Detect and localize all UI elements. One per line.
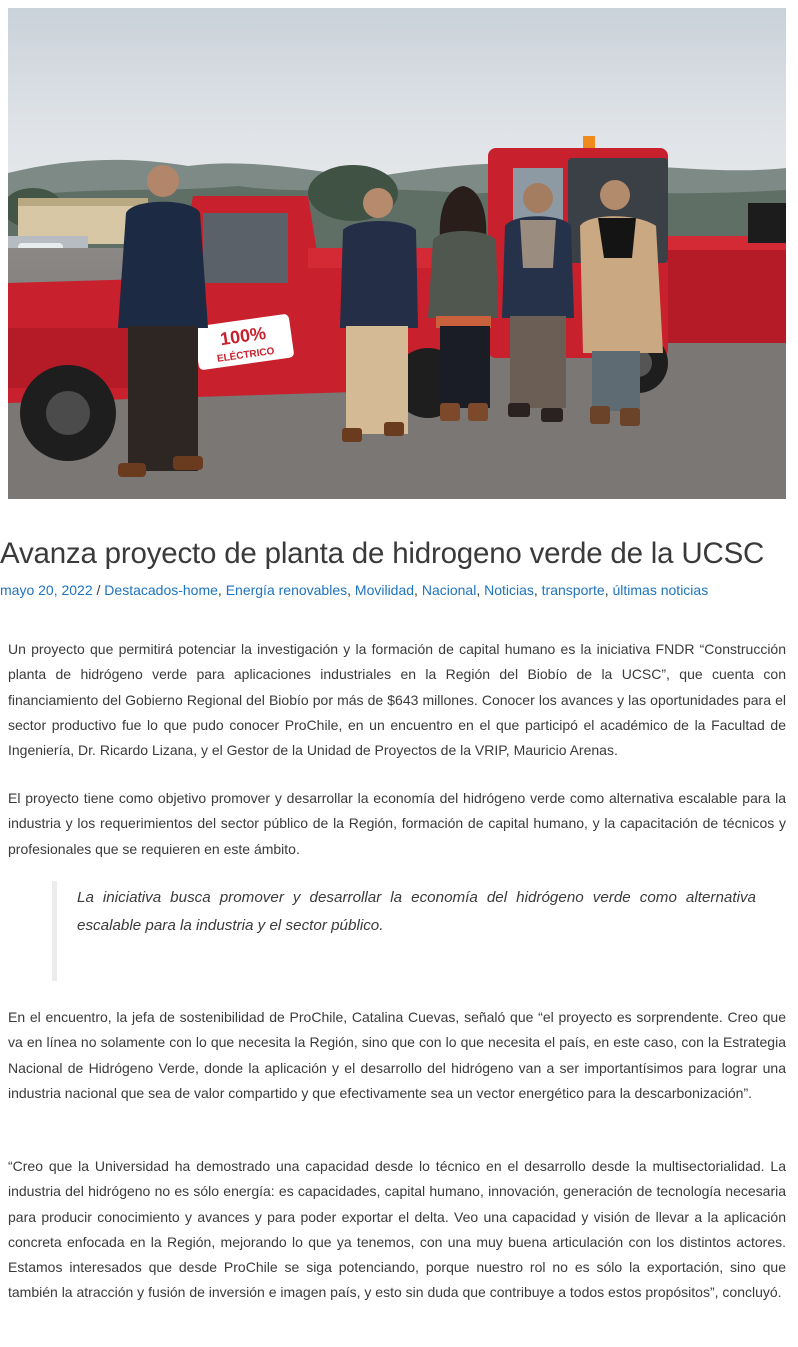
svg-text:100%: 100% bbox=[218, 322, 268, 350]
article-paragraph: En el encuentro, la jefa de sostenibilidad de ProChile, Catalina Cuevas, señaló que “el proyecto es sorprendente. Creo que va en línea no solamente con lo que necesita la Región, sino que con lo que necesita el país, en este caso, con la Estrategia Nacional de Hidrógeno Verde, donde la aplicación y el desarrollo del hidrógeno van a ser importantísimos para lograr una industria nacional que sea de valor compartido y que efectivamente sea un vector energético para la descarbonización”. bbox=[8, 1009, 786, 1101]
article-title: Avanza proyecto de planta de hidrogeno verde de la UCSC bbox=[0, 537, 765, 570]
person-2 bbox=[340, 188, 418, 442]
category-link[interactable]: últimas noticias bbox=[612, 582, 709, 598]
hero-photo bbox=[8, 8, 786, 499]
svg-text:ELÉCTRICO: ELÉCTRICO bbox=[216, 345, 276, 365]
article-paragraph: El proyecto tiene como objetivo promover y desarrollar la economía del hidrógeno verde como alternativa escalable para la industria y los requerimientos del sector público de la Región, formación de capital humano, y la capacitación de técnicos y profesionales que se requieren en este ámbito. bbox=[8, 790, 786, 857]
article-meta: mayo 20, 2022 / Destacados-home, Energía renovables, Movilidad, Nacional, Noticias, transporte, últimas noticias bbox=[0, 582, 709, 598]
category-link[interactable]: Movilidad bbox=[354, 582, 415, 598]
post-date-link[interactable]: mayo 20, 2022 bbox=[0, 582, 93, 598]
category-link[interactable]: transporte bbox=[541, 582, 605, 598]
category-link[interactable]: Nacional bbox=[421, 582, 477, 598]
article-paragraph: “Creo que la Universidad ha demostrado una capacidad desde lo técnico en el desarrollo desde la multisectorialidad. La industria del hidrógeno no es sólo energía: es capacidades, capital humano, innovación, generación de tecnología necesaria para producir conocimiento y avances y para poder exportar el delta. Veo una capacidad y visión de llevar a la aplicación concreta enfocada en la Región, mejorando lo que ya tenemos, con una muy buena articulación con los distintos actores. Estamos interesados que desde ProChile se siga potenciando, porque nuestro rol no es sólo la exportación, sino que también la atracción y fusión de inversión e imagen país, y esto sin duda que contribuye a todos estos propósitos”, concluyó. bbox=[8, 1158, 786, 1301]
pull-quote bbox=[52, 881, 756, 981]
category-link[interactable]: Destacados-home bbox=[104, 582, 218, 598]
category-link[interactable]: Noticias bbox=[484, 582, 534, 598]
article-paragraph: Un proyecto que permitirá potenciar la investigación y la formación de capital humano es la iniciativa FNDR “Construcción planta de hidrógeno verde para aplicaciones industriales en la Región del Biobío de la UCSC”, que cuenta con financiamiento del Gobierno Regional del Biobío por más de $643 millones. Conocer los avances y las oportunidades para el sector productivo fue lo que pudo conocer ProChile, en un encuentro en el que participó el académico de la Facultad de Ingeniería, Dr. Ricardo Lizana, y el Gestor de la Unidad de Proyectos de la VRIP, Mauricio Arenas. bbox=[8, 641, 786, 759]
person-1 bbox=[118, 165, 208, 477]
meta-separator: / bbox=[92, 582, 105, 598]
pull-quote-text: La iniciativa busca promover y desarrollar la economía del hidrógeno verde como alternativa escalable para la industria y el sector público. bbox=[77, 889, 756, 934]
category-link[interactable]: Energía renovables bbox=[225, 582, 348, 598]
